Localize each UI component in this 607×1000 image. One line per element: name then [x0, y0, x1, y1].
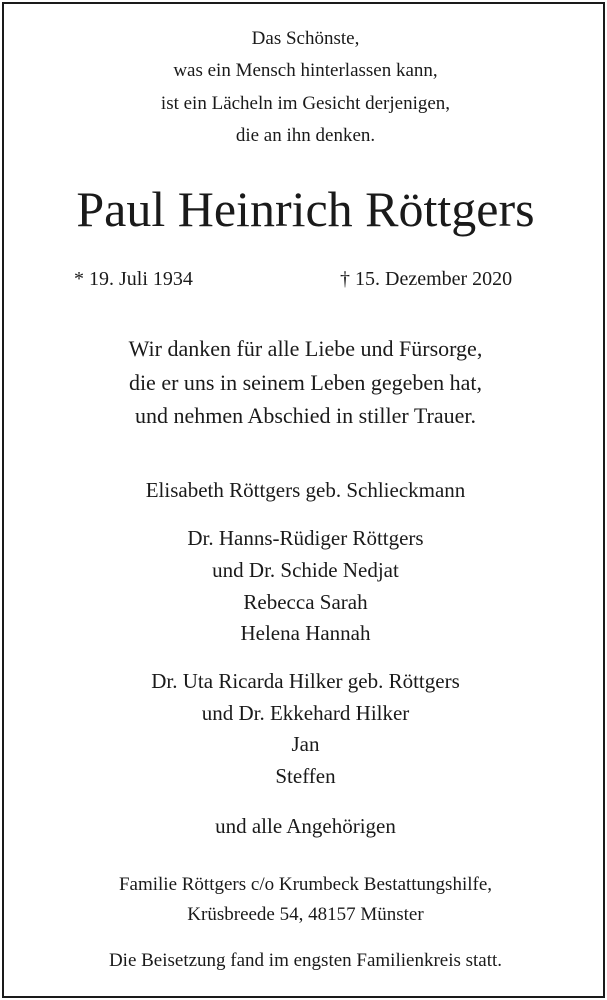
family-member: Rebecca Sarah [243, 590, 368, 614]
address-line: Familie Röttgers c/o Krumbeck Bestattungshilfe, [118, 874, 493, 895]
family-member: Dr. Uta Ricarda Hilker geb. Röttgers [151, 669, 460, 693]
thanks-line: und nehmen Abschied in stiller Trauer. [135, 403, 476, 428]
family-member: Jan [291, 732, 320, 756]
family-member: Helena Hannah [240, 621, 371, 645]
poem-line: Das Schönste, [251, 28, 360, 49]
deceased-name: Paul Heinrich Röttgers [76, 181, 535, 237]
obituary-notice [2, 2, 605, 998]
poem-line: die an ihn denken. [235, 125, 376, 146]
thanks-line: Wir danken für alle Liebe und Fürsorge, [128, 336, 483, 361]
family-member: Dr. Hanns-Rüdiger Röttgers [187, 526, 424, 550]
poem-line: was ein Mensch hinterlassen kann, [173, 60, 438, 81]
family-member: und Dr. Ekkehard Hilker [201, 701, 410, 725]
relatives-line: und alle Angehörigen [215, 814, 396, 838]
address-line: Krüsbreede 54, 48157 Münster [187, 904, 424, 925]
family-member: und Dr. Schide Nedjat [212, 558, 399, 582]
funeral-note: Die Beisetzung fand im engsten Familienkreis statt. [108, 950, 503, 971]
spouse-name: Elisabeth Röttgers geb. Schlieckmann [145, 478, 466, 502]
poem-line: ist ein Lächeln im Gesicht derjenigen, [160, 93, 451, 114]
death-date: † 15. Dezember 2020 [340, 268, 513, 290]
thanks-line: die er uns in seinem Leben gegeben hat, [128, 370, 483, 395]
family-member: Steffen [275, 764, 336, 788]
birth-date: * 19. Juli 1934 [74, 268, 193, 290]
